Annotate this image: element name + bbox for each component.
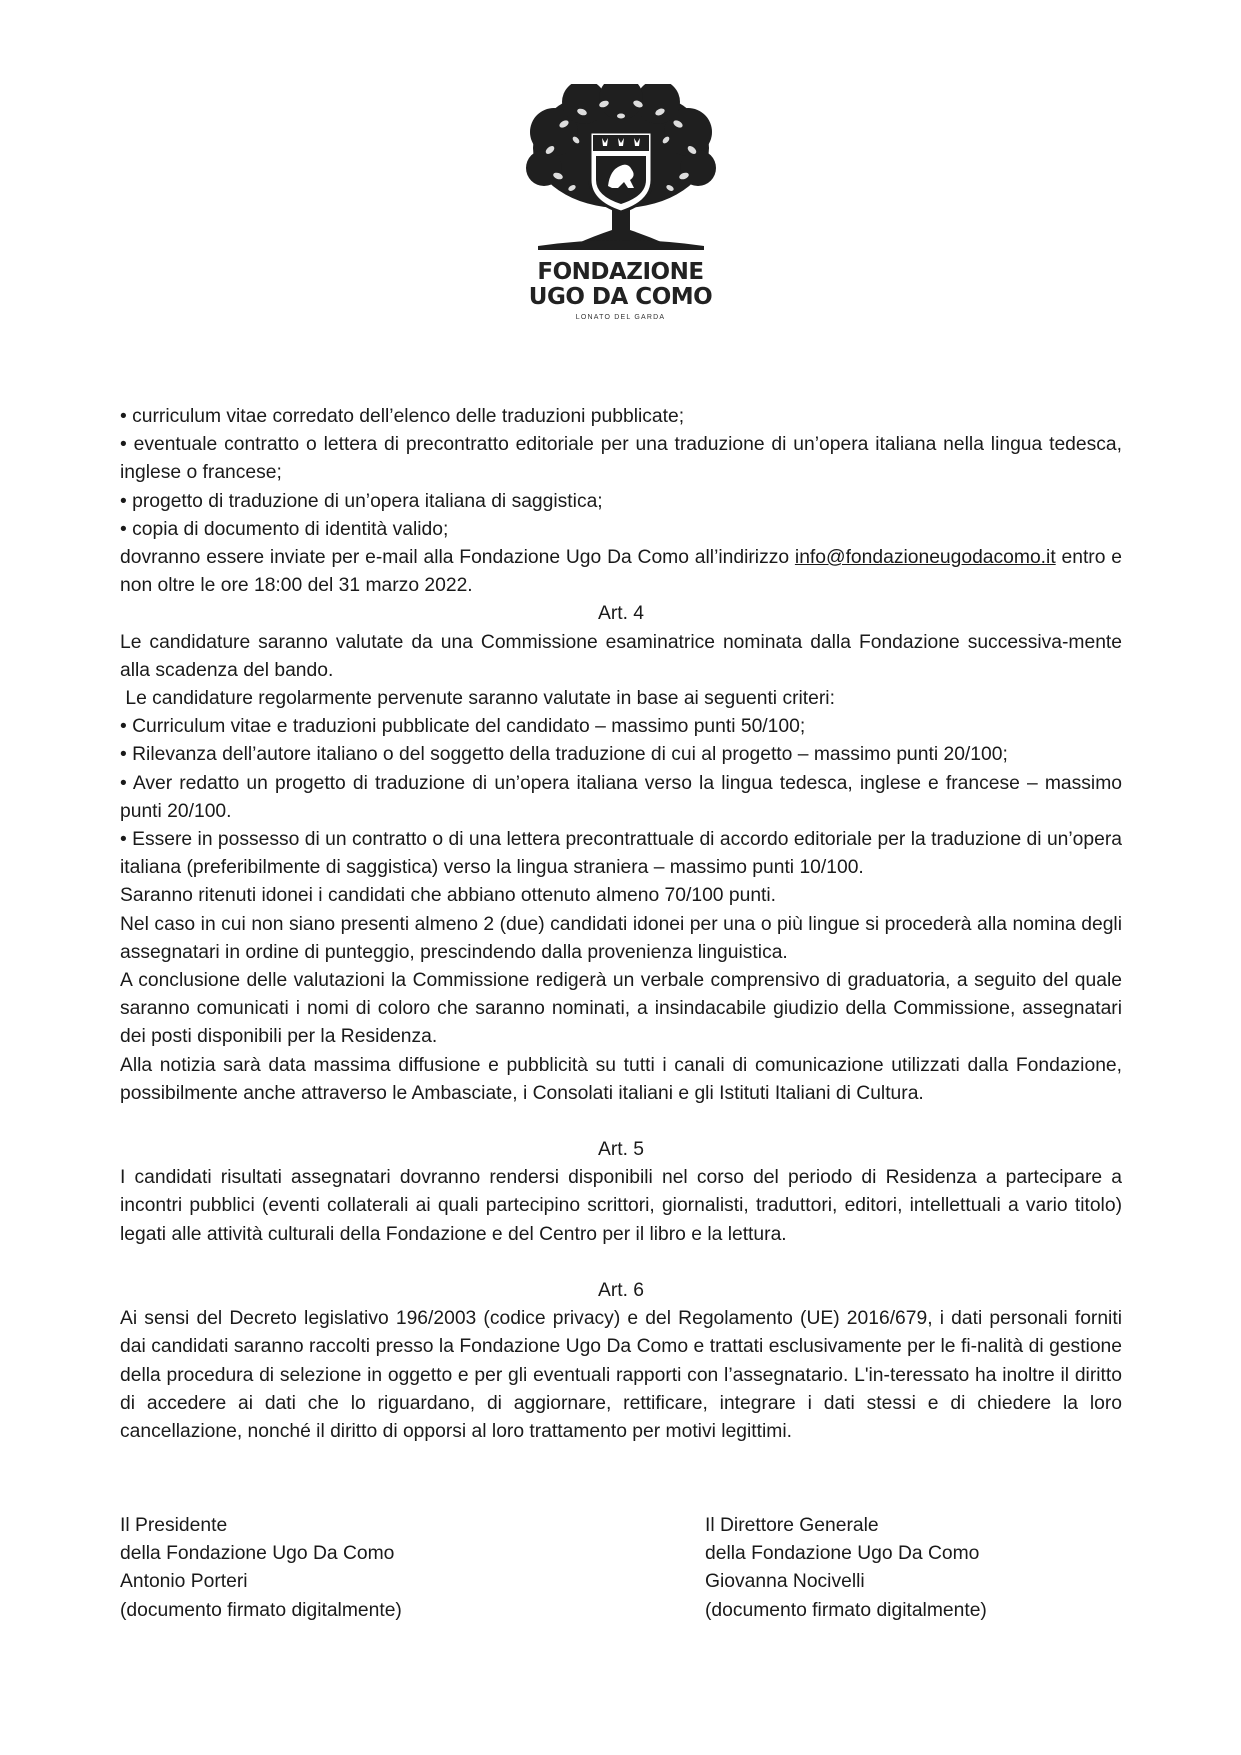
- tree-crest-icon: [524, 84, 718, 252]
- logo-line-1: FONDAZIONE: [537, 259, 704, 285]
- list-item: • eventuale contratto o lettera di precontratto editoriale per una traduzione di un’opera italiana nella lingua tedesca, inglese o francese;: [120, 434, 1122, 484]
- logo-wordmark: [529, 260, 712, 310]
- signature-note: (documento firmato digitalmente): [120, 1599, 402, 1621]
- article-6-paragraph: Ai sensi del Decreto legislativo 196/2003 (codice privacy) e del Regolamento (UE) 2016/679, i dati personali forniti dai candidati saranno raccolti presso la Fondazione Ugo Da Como e trattati esclusivamente per le fi-nalità di gestione della procedura di selezione in oggetto e per gli eventuali rapporti con l’assegnatario. L'in-teressato ha inoltre il diritto di accedere ai dati che lo riguardano, di aggiornare, rettificare, integrare i dati stessi e di chiedere la loro cancellazione, nonché il diritto di opporsi al loro trattamento per motivi legittimi.: [120, 1308, 1122, 1442]
- criteria-item: • Essere in possesso di un contratto o di una lettera precontrattuale di accordo editoriale per la traduzione di un’opera italiana (preferibilmente di saggistica) verso la lingua straniera – massimo punti 10/100.: [120, 829, 1122, 879]
- spacer: [120, 1108, 1122, 1136]
- article-4-heading: Art. 4: [597, 603, 645, 625]
- foundation-logo: [0, 84, 1241, 321]
- signature-org: della Fondazione Ugo Da Como: [120, 1543, 395, 1565]
- article-4-paragraph: Saranno ritenuti idonei i candidati che abbiano ottenuto almeno 70/100 punti.: [120, 885, 777, 907]
- article-4-paragraph: Le candidature saranno valutate da una Commissione esaminatrice nominata dalla Fondazione successiva-mente alla scadenza del bando.: [120, 631, 1122, 681]
- list-item: • curriculum vitae corredato dell’elenco delle traduzioni pubblicate;: [120, 406, 685, 427]
- submission-deadline: entro e non oltre le ore 18:00 del 31 marzo 2022.: [120, 547, 1122, 597]
- submission-text: dovranno essere inviate per e-mail alla Fondazione Ugo Da Como all’indirizzo: [120, 547, 795, 569]
- logo-place: LONATO DEL GARDA: [575, 314, 666, 321]
- article-5-heading: Art. 5: [597, 1139, 645, 1161]
- signature-name: Giovanna Nocivelli: [705, 1571, 865, 1593]
- email-link[interactable]: info@fondazioneugodacomo.it: [794, 547, 1056, 569]
- article-4-criteria-intro: Le candidature regolarmente pervenute saranno valutate in base ai seguenti criteri:: [120, 688, 835, 710]
- list-item: • progetto di traduzione di un’opera italiana di saggistica;: [120, 490, 603, 512]
- criteria-item: • Curriculum vitae e traduzioni pubblicate del candidato – massimo punti 50/100;: [120, 716, 806, 738]
- submission-paragraph: [120, 544, 1122, 600]
- article-4-paragraph: Alla notizia sarà data massima diffusione e pubblicità su tutti i canali di comunicazione utilizzati dalla Fondazione, possibilmente anche attraverso le Ambasciate, i Consolati italiani e gli Istituti Italiani di Cultura.: [120, 1054, 1122, 1104]
- signature-name: Antonio Porteri: [120, 1571, 248, 1593]
- logo-line-2: UGO DA COMO: [528, 284, 713, 310]
- signature-director: [705, 1512, 987, 1625]
- signature-org: della Fondazione Ugo Da Como: [705, 1543, 980, 1565]
- article-6-heading: Art. 6: [597, 1279, 645, 1301]
- list-item: • copia di documento di identità valido;: [120, 518, 449, 540]
- spacer: [120, 1249, 1122, 1277]
- signature-president: [120, 1512, 402, 1625]
- article-4-paragraph: Nel caso in cui non siano presenti almeno 2 (due) candidati idonei per una o più lingue si procederà alla nomina degli assegnatari in ordine di punteggio, prescindendo dalla provenienza linguistica.: [120, 913, 1122, 963]
- article-5-paragraph: I candidati risultati assegnatari dovranno rendersi disponibili nel corso del periodo di Residenza a partecipare a incontri pubblici (eventi collaterali ai quali partecipino scrittori, giornalisti, traduttori, editori, intellettuali a vario titolo) legati alle attività culturali della Fondazione e del Centro per il libro e la lettura.: [120, 1167, 1122, 1245]
- criteria-item: • Aver redatto un progetto di traduzione di un’opera italiana verso la lingua tedesca, inglese e francese – massimo punti 20/100.: [120, 772, 1122, 822]
- signature-role: Il Direttore Generale: [705, 1515, 879, 1536]
- article-4-paragraph: A conclusione delle valutazioni la Commissione redigerà un verbale comprensivo di graduatoria, a seguito del quale saranno comunicati i nomi di coloro che saranno nominati, a insindacabile giudizio della Commissione, assegnatari dei posti disponibili per la Residenza.: [120, 970, 1122, 1048]
- criteria-item: • Rilevanza dell’autore italiano o del soggetto della traduzione di cui al progetto – massimo punti 20/100;: [120, 744, 1008, 766]
- signature-role: Il Presidente: [120, 1515, 228, 1536]
- document-body: [120, 403, 1122, 1446]
- signature-note: (documento firmato digitalmente): [705, 1599, 987, 1621]
